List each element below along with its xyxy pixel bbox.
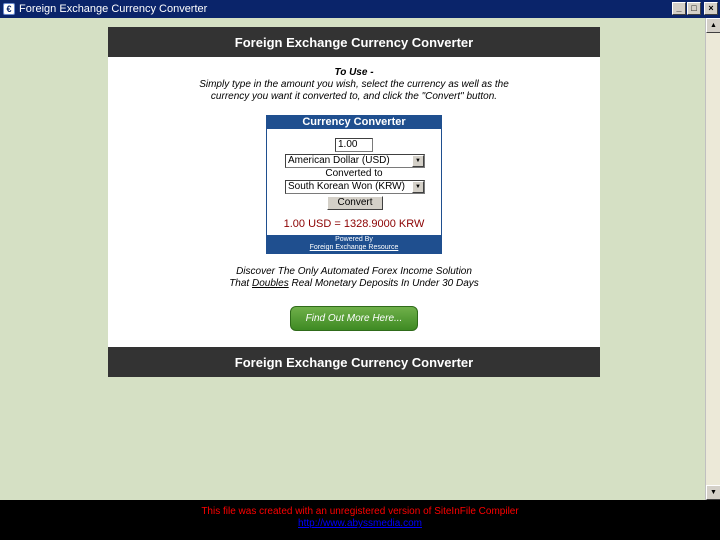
currency-converter-widget xyxy=(266,115,442,254)
header-banner: Foreign Exchange Currency Converter xyxy=(108,27,600,57)
scroll-down-icon[interactable]: ▼ xyxy=(706,485,720,500)
converter-title: Currency Converter xyxy=(267,116,441,129)
minimize-button[interactable]: _ xyxy=(672,2,686,15)
conversion-result: 1.00 USD = 1328.9000 KRW xyxy=(283,218,425,230)
app-icon: € xyxy=(3,3,15,15)
promo-line-2-start: That xyxy=(229,278,252,289)
chevron-down-icon[interactable]: ▼ xyxy=(412,181,424,193)
from-currency-value: American Dollar (USD) xyxy=(288,155,390,166)
content-viewport xyxy=(0,18,705,500)
vertical-scrollbar[interactable] xyxy=(705,18,720,500)
find-out-more-button[interactable]: Find Out More Here... xyxy=(290,306,418,331)
powered-by-footer xyxy=(267,235,441,253)
window-titlebar[interactable] xyxy=(0,0,720,18)
from-currency-select[interactable] xyxy=(285,154,425,168)
to-currency-select[interactable] xyxy=(285,180,425,194)
instructions-line-1: Simply type in the amount you wish, select the currency as well as the xyxy=(199,79,509,90)
amount-input[interactable]: 1.00 xyxy=(335,138,373,152)
powered-by-link[interactable]: Foreign Exchange Resource xyxy=(309,244,399,251)
close-button[interactable]: × xyxy=(704,2,718,15)
chevron-down-icon[interactable]: ▼ xyxy=(412,155,424,167)
abyssmedia-link[interactable]: http://www.abyssmedia.com xyxy=(298,518,422,529)
status-footer xyxy=(0,500,720,540)
instructions-heading: To Use - xyxy=(334,67,374,78)
to-currency-value: South Korean Won (KRW) xyxy=(288,181,405,192)
convert-button[interactable]: Convert xyxy=(327,196,383,210)
footer-banner: Foreign Exchange Currency Converter xyxy=(108,347,600,377)
maximize-button[interactable]: □ xyxy=(687,2,701,15)
promo-emphasis: Doubles xyxy=(252,278,289,289)
window-controls xyxy=(671,2,718,15)
promo-line-1: Discover The Only Automated Forex Income Solution xyxy=(236,266,472,277)
window-title: Foreign Exchange Currency Converter xyxy=(19,3,208,15)
instructions-line-2: currency you want it converted to, and click the "Convert" button. xyxy=(210,91,498,102)
scroll-up-icon[interactable]: ▲ xyxy=(706,18,720,33)
instructions xyxy=(108,67,600,103)
converted-to-label: Converted to xyxy=(325,168,383,179)
powered-by-label: Powered By xyxy=(335,236,373,243)
page-panel xyxy=(108,27,600,377)
unregistered-notice: This file was created with an unregistered version of SiteInFile Compiler xyxy=(201,506,519,517)
promo-line-2-end: Real Monetary Deposits In Under 30 Days xyxy=(288,278,479,289)
promo-line-2 xyxy=(108,278,600,290)
promo-text xyxy=(108,266,600,290)
